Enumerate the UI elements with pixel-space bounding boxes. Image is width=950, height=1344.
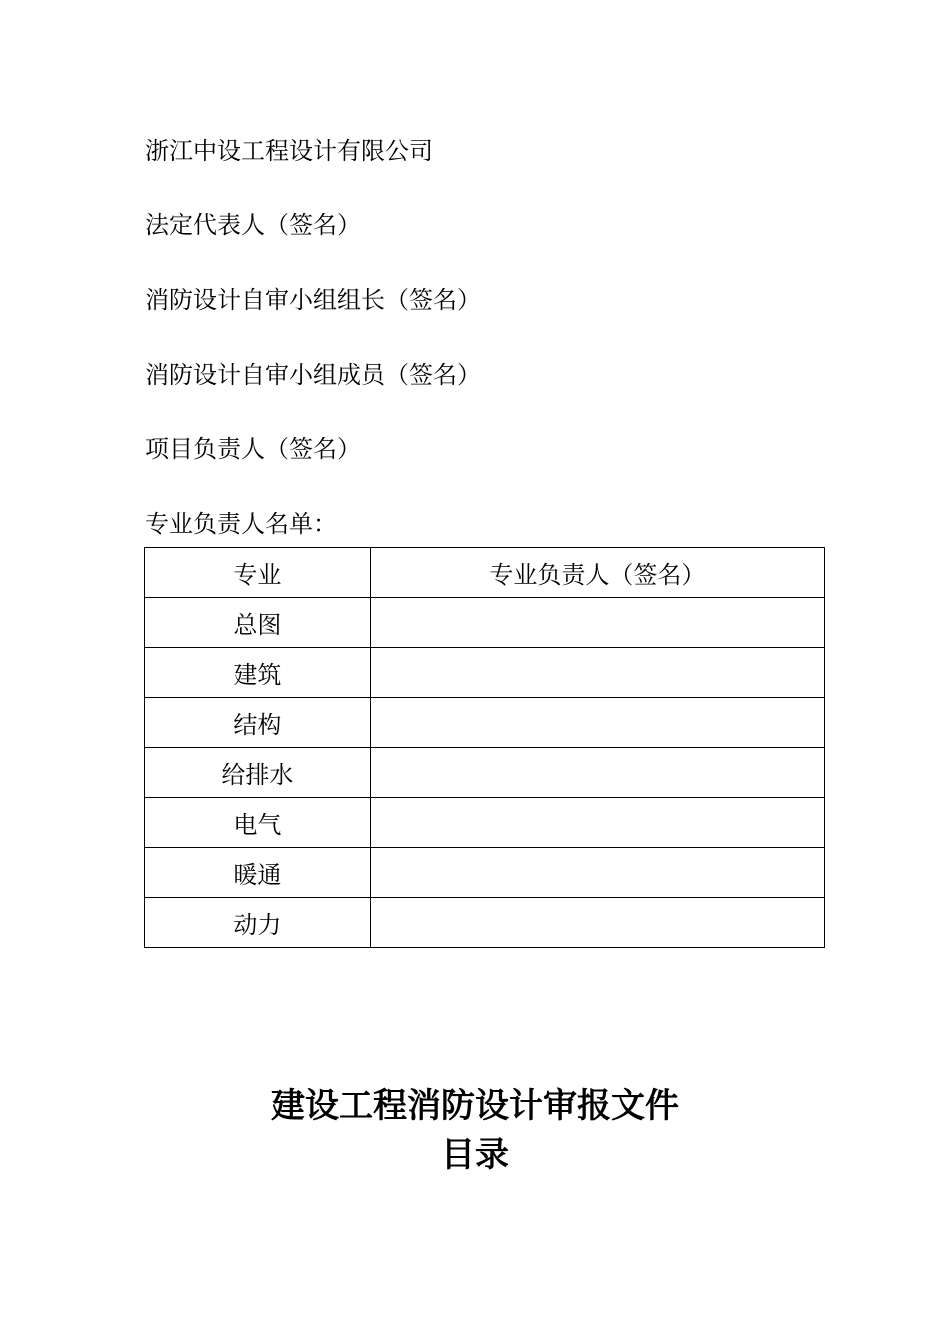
table-row	[145, 598, 825, 648]
table-row	[145, 648, 825, 698]
table-of-contents-heading: 目录	[441, 1135, 509, 1175]
project-lead-signature-line: 项目负责人（签名）	[145, 435, 361, 463]
discipline-cell: 动力	[145, 898, 371, 948]
signature-cell	[370, 848, 824, 898]
signature-cell	[370, 898, 824, 948]
table-row	[145, 848, 825, 898]
document-title: 建设工程消防设计审报文件	[271, 1086, 679, 1126]
legal-representative-signature-line: 法定代表人（签名）	[145, 211, 361, 239]
signature-cell	[370, 698, 824, 748]
signature-cell	[370, 798, 824, 848]
table-row	[145, 898, 825, 948]
column-header-discipline: 专业	[145, 548, 371, 598]
column-header-lead-signature: 专业负责人（签名）	[370, 548, 824, 598]
signature-cell	[370, 748, 824, 798]
discipline-cell: 结构	[145, 698, 371, 748]
discipline-cell: 暖通	[145, 848, 371, 898]
roster-caption: 专业负责人名单：	[145, 510, 337, 538]
signature-cell	[370, 648, 824, 698]
discipline-lead-table	[144, 547, 825, 948]
discipline-cell: 总图	[145, 598, 371, 648]
discipline-cell: 建筑	[145, 648, 371, 698]
table-header-row	[145, 548, 825, 598]
table-row	[145, 798, 825, 848]
review-team-leader-signature-line: 消防设计自审小组组长（签名）	[145, 286, 481, 314]
discipline-cell: 电气	[145, 798, 371, 848]
table-row	[145, 748, 825, 798]
review-team-members-signature-line: 消防设计自审小组成员（签名）	[145, 361, 481, 389]
discipline-cell: 给排水	[145, 748, 371, 798]
signature-cell	[370, 598, 824, 648]
table-row	[145, 698, 825, 748]
company-name: 浙江中设工程设计有限公司	[145, 137, 433, 165]
